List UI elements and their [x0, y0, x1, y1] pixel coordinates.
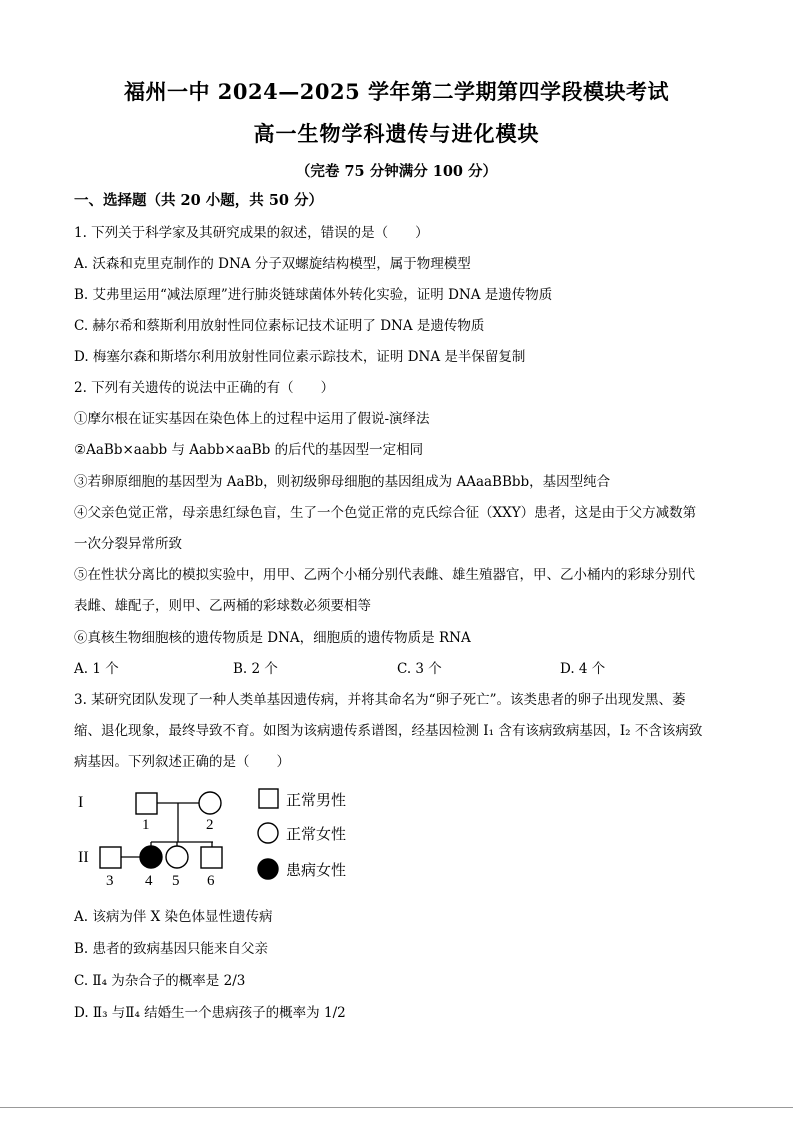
individual-number-1: 1	[142, 817, 150, 833]
q2-statement-1: ①摩尔根在证实基因在染色体上的过程中运用了假说-演绎法	[74, 411, 430, 427]
legend-male-symbol	[259, 789, 278, 808]
q1-option-a: A. 沃森和克里克制作的 DNA 分子双螺旋结构模型，属于物理模型	[74, 256, 471, 272]
q3-option-d: D. Ⅱ₃ 与Ⅱ₄ 结婚生一个患病孩子的概率为 1/2	[74, 1005, 346, 1021]
q3-option-a: A. 该病为伴 X 染色体显性遗传病	[74, 909, 273, 925]
individual-number-6: 6	[207, 873, 215, 889]
q1-stem: 1. 下列关于科学家及其研究成果的叙述，错误的是（ ）	[74, 225, 429, 241]
q2-statement-4b: 一次分裂异常所致	[74, 536, 182, 552]
q2-statement-5b: 表雌、雄配子，则甲、乙两桶的彩球数必须要相等	[74, 598, 371, 614]
individual-ii6-male	[201, 847, 222, 868]
legend-female-label: 正常女性	[286, 827, 347, 843]
individual-number-2: 2	[206, 817, 214, 833]
q2-statement-6: ⑥真核生物细胞核的遗传物质是 DNA，细胞质的遗传物质是 RNA	[74, 630, 471, 646]
generation-label-i: I	[78, 794, 84, 811]
q2-stem: 2. 下列有关遗传的说法中正确的有（ ）	[74, 380, 335, 396]
individual-ii3-male	[100, 847, 121, 868]
q2-option-d: D. 4 个	[560, 661, 606, 677]
page-bottom-rule	[0, 1107, 793, 1108]
individual-number-5: 5	[172, 873, 180, 889]
legend-affected-symbol	[258, 859, 278, 879]
q2-statement-5a: ⑤在性状分离比的模拟实验中，用甲、乙两个小桶分别代表雌、雄生殖器官，甲、乙小桶内的彩球分别代	[74, 567, 695, 583]
exam-title: 福州一中 2024—2025 学年第二学期第四学段模块考试	[123, 79, 669, 104]
q2-option-c: C. 3 个	[397, 661, 442, 677]
pedigree-chart	[74, 786, 374, 890]
exam-subtitle: 高一生物学科遗传与进化模块	[253, 121, 540, 146]
individual-i1-male	[136, 793, 157, 814]
q3-option-b: B. 患者的致病基因只能来自父亲	[74, 941, 269, 957]
legend-male-label: 正常男性	[286, 793, 347, 809]
q2-option-a: A. 1 个	[74, 661, 119, 677]
individual-i2-female	[199, 792, 221, 814]
legend-affected-label: 患病女性	[286, 863, 347, 879]
legend-female-symbol	[258, 823, 278, 843]
section-heading: 一、选择题（共 20 小题，共 50 分）	[74, 192, 324, 209]
individual-ii4-affected-female	[140, 846, 162, 868]
q2-statement-4a: ④父亲色觉正常，母亲患红绿色盲，生了一个色觉正常的克氏综合征（XXY）患者，这是由于父方减数第	[74, 505, 697, 521]
generation-label-ii: II	[78, 849, 89, 866]
q2-statement-2: ②AaBb×aabb 与 Aabb×aaBb 的后代的基因型一定相同	[74, 442, 424, 458]
q1-option-c: C. 赫尔希和蔡斯利用放射性同位素标记技术证明了 DNA 是遗传物质	[74, 318, 485, 334]
individual-number-4: 4	[145, 873, 153, 889]
q2-option-b: B. 2 个	[233, 661, 278, 677]
individual-number-3: 3	[106, 873, 114, 889]
individual-ii5-female	[166, 846, 188, 868]
exam-note: （完卷 75 分钟满分 100 分）	[295, 163, 498, 180]
q3-stem-line1: 3. 某研究团队发现了一种人类单基因遗传病，并将其命名为“卵子死亡”。该类患者的卵子出现发黑、萎	[74, 692, 686, 708]
q1-option-d: D. 梅塞尔森和斯塔尔利用放射性同位素示踪技术，证明 DNA 是半保留复制	[74, 349, 526, 365]
q2-statement-3: ③若卵原细胞的基因型为 AaBb，则初级卵母细胞的基因组成为 AAaaBBbb，基因型纯合	[74, 474, 611, 490]
q3-stem-line2: 缩、退化现象，最终导致不育。如图为该病遗传系谱图，经基因检测 I₁ 含有该病致病基因，I₂ 不含该病致	[74, 723, 703, 739]
q1-option-b: B. 艾弗里运用“减法原理”进行肺炎链球菌体外转化实验，证明 DNA 是遗传物质	[74, 287, 553, 303]
q3-stem-line3: 病基因。下列叙述正确的是（ ）	[74, 754, 290, 770]
q3-option-c: C. Ⅱ₄ 为杂合子的概率是 2/3	[74, 973, 246, 989]
